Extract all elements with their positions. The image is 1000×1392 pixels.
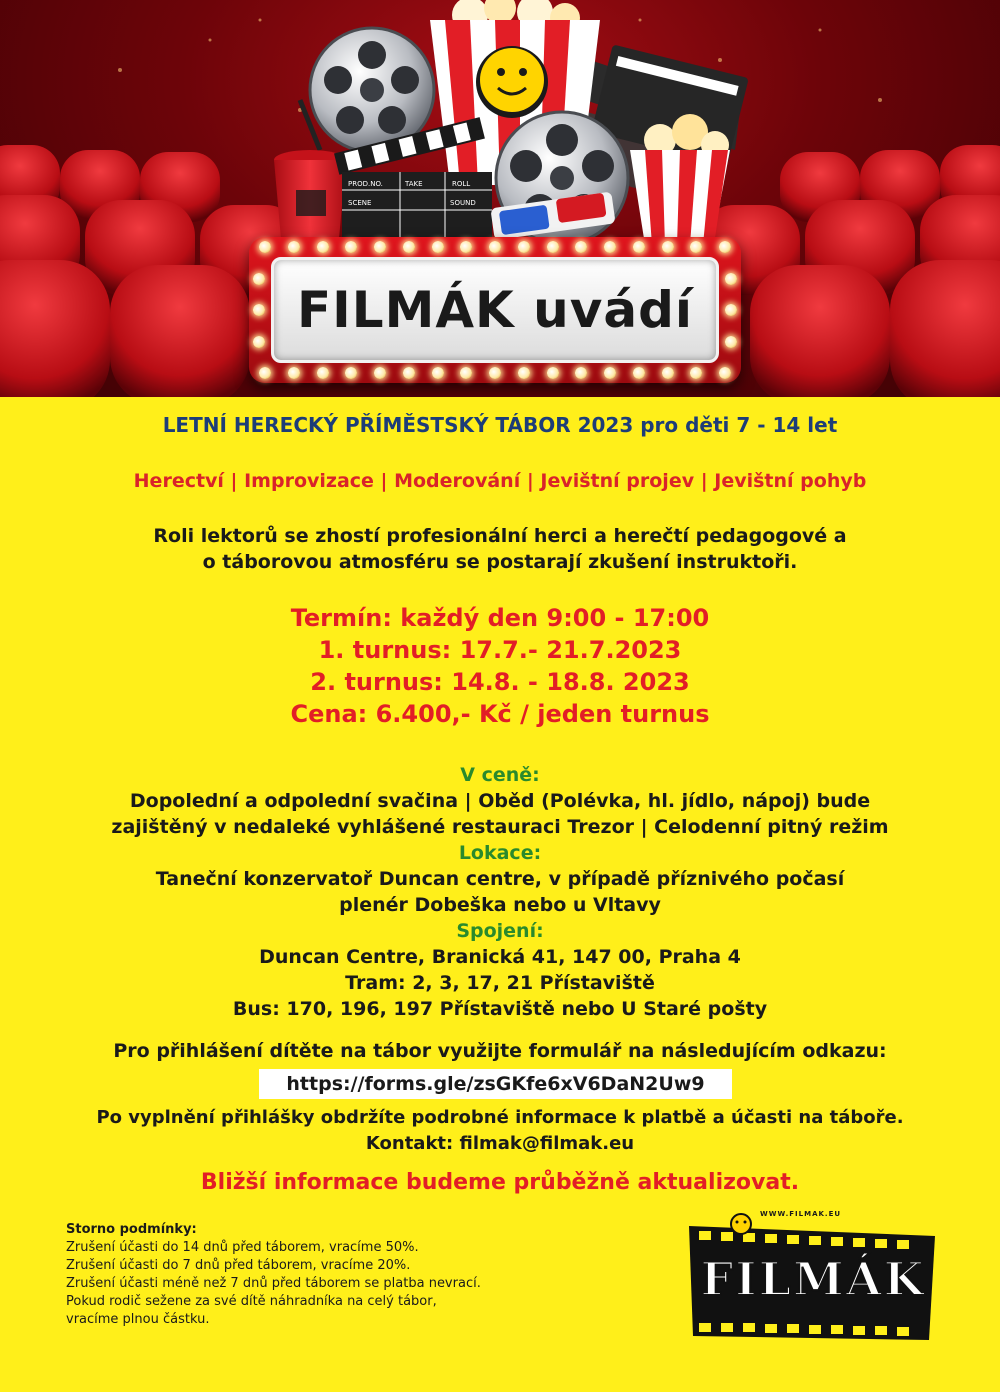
storno-line: Zrušení účasti do 14 dnů před táborem, vracíme 50%. <box>66 1240 419 1255</box>
marquee-bulb <box>633 367 645 379</box>
price-included-line: zajištěný v nedaleké vyhlášené restauraci Trezor | Celodenní pitný režim <box>111 816 889 838</box>
registration-after <box>0 1105 1000 1157</box>
intro-line: o táborovou atmosféru se postarají zkušení instruktoři. <box>202 551 798 573</box>
storno-line: Zrušení účasti do 7 dnů před táborem, vracíme 20%. <box>66 1258 411 1273</box>
term-session-1: 1. turnus: 17.7.- 21.7.2023 <box>318 636 682 664</box>
marquee-bulb <box>662 241 674 253</box>
marquee-bulb <box>432 367 444 379</box>
marquee-bulb <box>374 367 386 379</box>
marquee-bulb <box>547 241 559 253</box>
storno-line: vracíme plnou částku. <box>66 1312 210 1327</box>
transport-heading: Spojení: <box>456 920 544 942</box>
hero-title: FILMÁK uvádí <box>296 281 694 339</box>
marquee-bulb <box>259 241 271 253</box>
marquee-bulb <box>253 273 265 285</box>
price-included-heading: V ceně: <box>460 764 540 786</box>
marquee-bulb <box>518 241 530 253</box>
logo-wordmark: FILMÁK <box>700 1252 926 1306</box>
location-line: Taneční konzervatoř Duncan centre, v případě příznivého počasí <box>155 868 845 890</box>
marquee-bulb <box>633 241 645 253</box>
marquee-bulb <box>317 367 329 379</box>
clapper-label-take: TAKE <box>405 180 423 188</box>
contact-email[interactable]: Kontakt: filmak@filmak.eu <box>365 1133 635 1154</box>
storno-heading: Storno podmínky: <box>66 1222 197 1237</box>
marquee-bulb <box>374 241 386 253</box>
marquee-sign <box>249 237 741 383</box>
marquee-bulb <box>662 367 674 379</box>
camp-subtitle: LETNÍ HERECKÝ PŘÍMĚSTSKÝ TÁBOR 2023 pro děti 7 - 14 let <box>162 413 838 437</box>
clapper-label-prod: PROD.NO. <box>348 180 383 188</box>
location-heading: Lokace: <box>458 842 542 864</box>
intro-line: Roli lektorů se zhostí profesionální herci a herečtí pedagogové a <box>153 525 847 547</box>
registration-label: Pro přihlášení dítěte na tábor využijte formulář na následujícím odkazu: <box>113 1040 887 1062</box>
clapper-label-roll: ROLL <box>452 180 471 188</box>
activity-tags: Herectví | Improvizace | Moderování | Jevištní projev | Jevištní pohyb <box>133 470 867 492</box>
term-session-2: 2. turnus: 14.8. - 18.8. 2023 <box>310 668 690 696</box>
marquee-bulb <box>725 273 737 285</box>
storno-line: Pokud rodič sežene za své dítě náhradníka na celý tábor, <box>66 1294 437 1309</box>
registration-link[interactable]: https://forms.gle/zsGKfe6xV6DaN2Uw9 <box>259 1069 732 1099</box>
marquee-bulb <box>725 336 737 348</box>
hero-banner <box>0 0 1000 397</box>
storno-conditions <box>66 1221 481 1329</box>
marquee-bulb <box>489 367 501 379</box>
marquee-bulb <box>259 367 271 379</box>
term-schedule: Termín: každý den 9:00 - 17:00 <box>290 604 710 632</box>
term-block <box>0 602 1000 730</box>
transport-tram: Tram: 2, 3, 17, 21 Přístaviště <box>345 972 655 994</box>
marquee-panel <box>271 257 719 363</box>
intro-text <box>0 523 1000 575</box>
marquee-bulb <box>317 241 329 253</box>
marquee-bulb <box>725 304 737 316</box>
logo-url: WWW.FILMAK.EU <box>760 1210 842 1218</box>
term-price: Cena: 6.400,- Kč / jeden turnus <box>290 700 710 728</box>
storno-line: Zrušení účasti méně než 7 dnů před táborem se platba nevrací. <box>66 1276 481 1291</box>
price-included-line: Dopolední a odpolední svačina | Oběd (Polévka, hl. jídlo, nápoj) bude <box>129 790 871 812</box>
marquee-bulb <box>604 241 616 253</box>
clapper-label-scene: SCENE <box>348 199 372 207</box>
marquee-bulb <box>719 367 731 379</box>
marquee-bulb <box>489 241 501 253</box>
marquee-bulb <box>288 367 300 379</box>
marquee-bulb <box>518 367 530 379</box>
info-block <box>0 762 1000 1022</box>
registration-after-text: Po vyplnění přihlášky obdržíte podrobné informace k platbě a účasti na táboře. <box>96 1107 904 1128</box>
marquee-bulb <box>432 241 444 253</box>
marquee-bulb <box>719 241 731 253</box>
marquee-bulb <box>547 367 559 379</box>
marquee-bulb <box>403 367 415 379</box>
marquee-bulb <box>288 241 300 253</box>
transport-bus: Bus: 170, 196, 197 Přístaviště nebo U Staré pošty <box>232 998 768 1020</box>
clapper-label-sound: SOUND <box>450 199 476 207</box>
update-note: Bližší informace budeme průběžně aktualizovat. <box>200 1170 800 1195</box>
marquee-bulb <box>403 241 415 253</box>
marquee-bulb <box>604 367 616 379</box>
marquee-bulb <box>253 304 265 316</box>
marquee-bulb <box>253 336 265 348</box>
transport-address: Duncan Centre, Branická 41, 147 00, Praha 4 <box>259 946 741 968</box>
location-line: plenér Dobeška nebo u Vltavy <box>339 894 661 916</box>
